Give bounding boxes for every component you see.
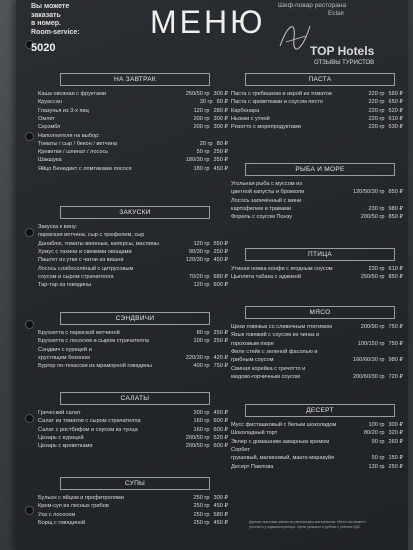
menu-item [231, 198, 403, 205]
menu-item [38, 124, 228, 131]
item-weight: 120 гр [193, 240, 210, 247]
room-service-line: Room-service: [31, 28, 80, 36]
item-price: 250 ₽ [213, 338, 228, 345]
item-price: 420 ₽ [213, 354, 228, 361]
item-weight: 200/90 гр [360, 324, 385, 330]
item-weight: 200/60/30 гр [352, 373, 385, 380]
menu-item [38, 363, 228, 370]
menu-item [38, 241, 228, 248]
item-weight: 120/30 гр [185, 257, 210, 264]
menu-item [38, 166, 228, 173]
item-weight: 220/30 гр [185, 354, 210, 361]
item-price: 680 ₽ [213, 273, 228, 280]
menu-item [231, 116, 403, 123]
item-name: Цезарь с курицей [38, 434, 84, 441]
menu-item [38, 520, 228, 527]
item-weight: 250 гр [193, 519, 210, 526]
menu-item [231, 189, 403, 196]
item-weight: 160 гр [193, 418, 210, 425]
item-price: 450 ₽ [213, 519, 228, 526]
menu-item [38, 116, 228, 123]
menu-item [38, 330, 228, 337]
menu-item [231, 430, 403, 437]
item-weight: 80 гр [196, 330, 210, 336]
item-name: картофелем и травами [231, 205, 292, 212]
item-price: 850 ₽ [388, 274, 403, 281]
item-weight: 100 гр [193, 338, 210, 345]
item-weight: 250/50 гр [360, 274, 385, 281]
room-service-line: Вы можете [31, 3, 70, 10]
menu-item [231, 455, 403, 462]
item-price: 980 ₽ [388, 205, 403, 212]
menu-item [38, 99, 228, 106]
item-name: Брускетта с лососем и сыром страчателла [38, 338, 150, 345]
item-name: Цыплята табака с аджикой [231, 274, 302, 281]
item-name: Шакшука [38, 157, 62, 164]
item-name: Салат из томатов с сыром страчателла [38, 418, 141, 425]
menu-item [38, 232, 228, 239]
item-weight: 100 гр [368, 422, 385, 428]
item-weight: 70/20 гр [188, 273, 210, 280]
menu-item [231, 181, 403, 188]
menu-item [231, 366, 403, 373]
item-name: Лосось слабосолёный с цитрусовым [38, 265, 134, 272]
item-name: медово-горчичным соусом [231, 373, 301, 380]
item-price: 600 ₽ [213, 282, 228, 289]
menu-item [231, 266, 403, 273]
item-name: Угольная рыба с муссом из [231, 181, 302, 187]
menu-item [231, 447, 403, 454]
section-header-fish: РЫБА И МОРЕ [245, 163, 395, 176]
item-price: 250 ₽ [213, 248, 228, 255]
menu-item [38, 355, 228, 362]
item-name: Десерт Павлова [231, 463, 274, 470]
item-name: Бульон с яйцом и профитролями [38, 495, 124, 501]
item-name: Брускетта с пармской ветчиной [38, 330, 120, 336]
footnote [249, 520, 366, 529]
menu-item [38, 141, 228, 148]
item-price: 350 ₽ [213, 157, 228, 164]
item-name: Уха с лососем [38, 511, 76, 518]
item-price: 60 ₽ [216, 99, 228, 106]
item-name: Скрэмбл [38, 124, 61, 131]
item-name: Шоколадный торт [231, 430, 278, 437]
item-weight: 220 гр [368, 107, 385, 114]
item-weight: 160 гр [193, 426, 210, 433]
item-weight: 130 гр [368, 463, 385, 470]
item-weight: 90/30 гр [188, 248, 210, 255]
item-price: 580 ₽ [213, 511, 228, 518]
section-header-pasta: ПАСТА [245, 73, 395, 86]
item-price: 750 ₽ [388, 324, 403, 330]
menu-item [38, 108, 228, 115]
menu-item [231, 124, 403, 131]
item-price: 250 ₽ [213, 330, 228, 336]
item-name: Яйцо Бенедикт с ломтиками лосося [38, 165, 132, 172]
item-weight: 250 гр [193, 503, 210, 510]
menu-item [38, 149, 228, 156]
item-weight: 230 гр [368, 266, 385, 272]
section-header-breakfast: НА ЗАВТРАК [60, 73, 210, 86]
menu-item [38, 503, 228, 510]
item-price: 610 ₽ [388, 115, 403, 122]
item-name: Филе стейк с зеленой фасолью и [231, 348, 318, 355]
item-price: 450 ₽ [213, 165, 228, 172]
item-weight: 250/50 гр [185, 91, 210, 97]
item-price: 450 ₽ [213, 257, 228, 264]
item-name: цветной капусты и брокколи [231, 189, 305, 196]
item-name: Сэндвич с курицей и [38, 346, 92, 353]
item-name: Лосось запечённый с мини [231, 197, 302, 204]
item-weight: 30 гр [199, 99, 213, 106]
item-name: Салат с ростбифом и соусом из тунца [38, 426, 138, 433]
menu-item [231, 324, 403, 331]
item-name: соусом и сыром страчателла [38, 273, 114, 280]
item-price: 750 ₽ [388, 340, 403, 347]
menu-item [38, 435, 228, 442]
item-weight: 90 гр [371, 438, 385, 445]
menu-item [38, 157, 228, 164]
item-weight: 400 гр [193, 363, 210, 370]
item-price: 520 ₽ [388, 107, 403, 114]
item-name: Форель с соусом Понзу [231, 214, 293, 221]
section-header-meat: МЯСО [245, 306, 395, 319]
item-weight: 200 гр [193, 410, 210, 416]
item-name: Томаты / сыр / бекон / ветчина [38, 140, 118, 147]
item-weight: 200/50 гр [360, 214, 385, 221]
menu-item [231, 99, 403, 106]
watermark-brand: TOP Hotels [310, 44, 375, 58]
item-price: 600 ₽ [213, 443, 228, 450]
item-name: Язык говяжий с соусом из чиназ и [231, 332, 320, 339]
footnote-line: уточнить у администратора. Цены указаны в рублях с учётом НДС [249, 524, 361, 529]
item-name: Мусс фисташковый с белым шоколадом [231, 422, 337, 428]
item-weight: 180/30 гр [185, 157, 210, 164]
menu-item [38, 427, 228, 434]
item-name: гороховым пюре [231, 340, 274, 347]
item-weight: 50 гр [371, 455, 385, 462]
menu-item [38, 91, 228, 98]
item-name: Сорбет [231, 446, 250, 453]
item-price: 300 ₽ [213, 91, 228, 97]
item-name: Цезарь с креветками [38, 443, 93, 450]
item-price: 850 ₽ [388, 189, 403, 196]
menu-item [231, 464, 403, 471]
item-name: Тар-тар из говядины [38, 282, 92, 289]
item-name: Греческий салат [38, 410, 81, 416]
menu-item [231, 206, 403, 213]
item-name: Крем-суп из лесных грибов [38, 503, 109, 510]
menu-item [38, 282, 228, 289]
item-weight: 180 гр [193, 165, 210, 172]
item-weight: 200/50 гр [185, 443, 210, 450]
item-name: Омлет [38, 115, 55, 122]
chef-line: Шеф-повар ресторана [278, 2, 347, 9]
menu-item [231, 108, 403, 115]
item-price: 300 ₽ [213, 124, 228, 131]
item-name: Паста с гребешком и икрой из томатов [231, 91, 332, 97]
item-weight: 200/50 гр [185, 434, 210, 441]
item-weight: 100/150 гр [357, 340, 385, 347]
item-price: 280 ₽ [213, 107, 228, 114]
binder-hole [25, 132, 34, 141]
item-weight: 200 гр [193, 115, 210, 122]
item-price: 250 ₽ [388, 463, 403, 470]
item-weight: 80/20 гр [363, 430, 385, 437]
item-price: 320 ₽ [388, 430, 403, 437]
item-price: 150 ₽ [388, 455, 403, 462]
menu-item [231, 91, 403, 98]
section-header-bird: ПТИЦА [245, 248, 395, 261]
item-name: Креветки / шпинат / лосось [38, 149, 109, 156]
item-name: Наполнители на выбор: [38, 132, 100, 139]
menu-item [38, 274, 228, 281]
item-name: Закуска к вину: [38, 224, 78, 230]
item-name: грибным соусом [231, 357, 274, 364]
item-price: 550 ₽ [213, 240, 228, 247]
item-name: Каша овсяная с фруктами [38, 91, 107, 97]
page-title: МЕНЮ [150, 4, 266, 40]
item-weight: 160/60/30 гр [352, 357, 385, 364]
footnote-line: Данная листовка является рекламным материалом. Меню вы можете [249, 520, 366, 524]
watermark-sub: ОТЗЫВЫ ТУРИСТОВ [314, 60, 375, 66]
item-price: 300 ₽ [213, 115, 228, 122]
room-service-line: заказать [31, 11, 61, 19]
menu-item [38, 512, 228, 519]
item-price: 600 ₽ [213, 418, 228, 425]
item-weight: 220 гр [368, 91, 385, 97]
menu-item [38, 133, 228, 140]
menu-item [38, 347, 228, 354]
menu-item [231, 332, 403, 339]
item-name: Паштет из утки с чатни из вишни [38, 257, 124, 264]
item-weight: 250 гр [193, 495, 210, 501]
binder-hole [25, 506, 34, 515]
room-service-note [31, 3, 80, 37]
item-price: 650 ₽ [388, 99, 403, 106]
menu-item [38, 338, 228, 345]
item-name: Щеки говяжьи со сливочным птитимом [231, 324, 333, 330]
item-price: 250 ₽ [213, 149, 228, 156]
item-name: Утиная ножка конфи с ягодным соусом [231, 266, 333, 272]
menu-page [16, 0, 408, 550]
menu-item [38, 224, 228, 231]
binder-hole [25, 414, 34, 423]
section-header-dessert: ДЕСЕРТ [245, 404, 395, 417]
item-price: 300 ₽ [213, 495, 228, 501]
item-price: 610 ₽ [388, 266, 403, 272]
item-name: Свиная корейка с гречотто и [231, 365, 306, 372]
menu-item [231, 374, 403, 381]
item-price: 520 ₽ [213, 434, 228, 441]
binder-hole [25, 228, 34, 237]
item-name: Круассан [38, 99, 62, 106]
item-price: 560 ₽ [388, 91, 403, 97]
item-weight: 120 гр [193, 282, 210, 289]
item-price: 850 ₽ [388, 214, 403, 221]
section-header-snacks: ЗАКУСКИ [60, 206, 210, 219]
menu-item [231, 422, 403, 429]
item-name: Глазунья из 3-х яиц [38, 107, 89, 114]
menu-item [231, 274, 403, 281]
item-weight: 20 гр [199, 140, 213, 147]
binder-hole [25, 320, 34, 329]
menu-item [231, 349, 403, 356]
menu-item [231, 214, 403, 221]
item-price: 530 ₽ [388, 124, 403, 131]
menu-item [38, 266, 228, 273]
item-weight: 220 гр [368, 99, 385, 106]
item-weight: 200 гр [193, 124, 210, 131]
menu-item [38, 443, 228, 450]
item-name: Ньокки с утной [231, 115, 270, 122]
item-weight: 230 гр [368, 205, 385, 212]
item-price: 80 ₽ [216, 140, 228, 147]
item-name: грушевый, малиновый, манго-маракуйя [231, 455, 335, 462]
menu-item [38, 249, 228, 256]
item-price: 750 ₽ [213, 363, 228, 370]
item-name: Карбонара [231, 107, 260, 114]
item-price: 260 ₽ [388, 438, 403, 445]
menu-item [38, 257, 228, 264]
item-name: Данаблю, томаты вяленые, каперсы, маслины [38, 240, 159, 247]
item-name: Паста с креветками и соусом песто [231, 99, 323, 106]
item-weight: 220 гр [368, 115, 385, 122]
menu-item [231, 341, 403, 348]
room-service-number: 5020 [31, 42, 56, 54]
item-name: хрустящим беконом [38, 354, 91, 361]
item-weight: 250 гр [193, 511, 210, 518]
item-price: 980 ₽ [388, 357, 403, 364]
item-name: Эклер с домашним заварным кремом [231, 438, 330, 445]
item-price: 720 ₽ [388, 373, 403, 380]
section-header-salads: САЛАТЫ [60, 392, 210, 405]
menu-item [231, 439, 403, 446]
item-name: пармская ветчина, сыр с трюфелем, сыр [38, 232, 145, 239]
menu-item [38, 495, 228, 502]
item-weight: 120 гр [193, 107, 210, 114]
item-price: 450 ₽ [213, 503, 228, 510]
item-name: Хумус с тахини и свежими овощами [38, 248, 132, 255]
item-name: Борщ с говядиной [38, 519, 86, 526]
restaurant-name: Eclair [328, 10, 345, 17]
item-weight: 220 гр [368, 124, 385, 131]
menu-item [231, 357, 403, 364]
item-price: 450 ₽ [213, 410, 228, 416]
menu-item [38, 410, 228, 417]
section-header-sandwiches: СЭНДВИЧИ [60, 312, 210, 325]
room-service-line: в номер. [31, 20, 61, 27]
item-name: Ризотто с морепродуктами [231, 124, 301, 131]
item-price: 300 ₽ [388, 422, 403, 428]
item-weight: 120/50/30 гр [352, 189, 385, 196]
item-weight: 50 гр [196, 149, 210, 156]
item-price: 600 ₽ [213, 426, 228, 433]
menu-item [38, 418, 228, 425]
section-header-soups: СУПЫ [60, 477, 210, 490]
item-name: Бургер по-техасски из мраморной говядины [38, 363, 152, 370]
